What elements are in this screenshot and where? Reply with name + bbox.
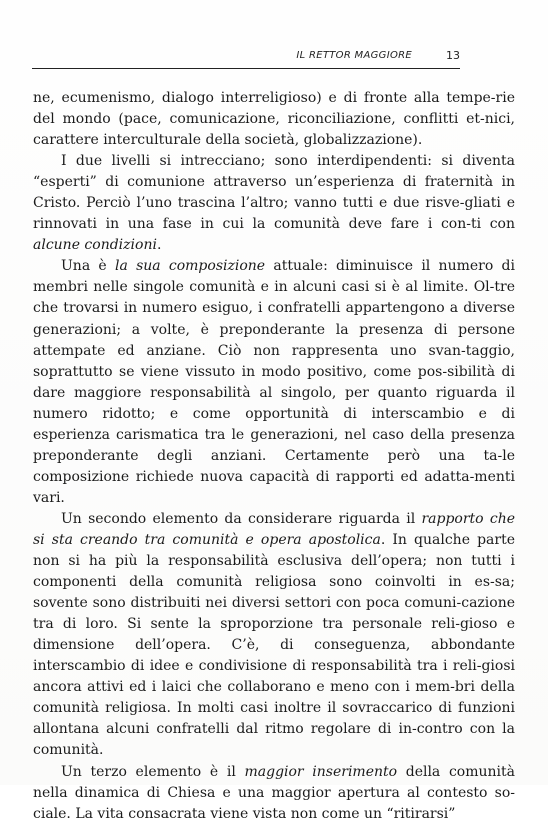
italic-phrase: rapporto che si sta creando tra comunità e opera apostolica — [33, 510, 515, 548]
paragraph-text: della comunità nella dinamica di Chiesa e una maggior apertura al contesto so-ciale. La vita consacrata viene vista non come un “ritirarsi” — [33, 763, 515, 822]
running-title: IL RETTOR MAGGIORE — [296, 50, 412, 61]
paragraph-3 — [33, 256, 515, 509]
italic-phrase: maggior inserimento — [244, 763, 398, 780]
paragraph-text: I due livelli si intrecciano; sono interdipendenti: si diventa “esperti” di comunione attraverso un’esperienza di fraternità in Cristo. Perciò l’uno trascina l’altro; vanno tutti e due risve-gliati e rinnovati in una fase in cui la comunità deve fare i con-ti con — [33, 153, 515, 233]
paragraph-4 — [33, 509, 515, 762]
body-text — [33, 88, 515, 825]
italic-phrase: alcune condizioni — [33, 237, 157, 254]
paragraph-2 — [33, 151, 515, 256]
paragraph-5 — [33, 762, 515, 825]
page-number: 13 — [446, 49, 460, 62]
italic-phrase: la sua composizione — [114, 258, 266, 275]
paragraph-text: Una è — [61, 258, 115, 275]
paragraph-1 — [33, 88, 515, 151]
running-header — [32, 48, 460, 69]
paragraph-text: . In qualche parte non si ha più la responsabilità esclusiva dell’opera; non tutti i componenti della comunità religiosa sono coinvolti in es-sa; sovente sono distribuiti nei diversi settori con poca comuni-cazione tra di loro. Si sente la sproporzione tra personale reli-gioso e dimensione dell’opera. C’è, di conseguenza, abbondante interscambio di idee e condivisione di responsabilità tra i reli-giosi ancora attivi ed i laici che collaborano e meno con i mem-bri della comunità religiosa. In molti casi inoltre il sovraccarico di funzioni allontana alcuni confratelli dal ritmo regolare di in-contro con la comunità. — [33, 531, 515, 759]
paragraph-text: attuale: diminuisce il numero di membri nelle singole comunità e in alcuni casi si è al limite. Ol-tre che trovarsi in numero esiguo, i confratelli appartengono a diverse generazioni; a volte, è preponderante la presenza di persone attempate ed anziane. Ciò non rappresenta uno svan-taggio, soprattutto se viene vissuto in modo positivo, come pos-sibilità di dare maggiore responsabilità al singolo, per quanto riguarda il numero ridotto; e come opportunità di interscambio e di esperienza carismatica tra le generazioni, nel caso della presenza preponderante degli anziani. Certamente però una ta-le composizione richiede nuova capacità di rapporti ed adatta-menti vari. — [33, 258, 515, 506]
paragraph-text: Un secondo elemento da considerare riguarda il — [61, 510, 422, 527]
paragraph-text: . — [156, 237, 162, 254]
paragraph-text: ne, ecumenismo, dialogo interreligioso) e di fronte alla tempe-rie del mondo (pace, comunicazione, riconciliazione, conflitti et-nici, carattere interculturale della società, globalizzazione). — [33, 90, 515, 149]
paragraph-text: Un terzo elemento è il — [61, 763, 245, 780]
